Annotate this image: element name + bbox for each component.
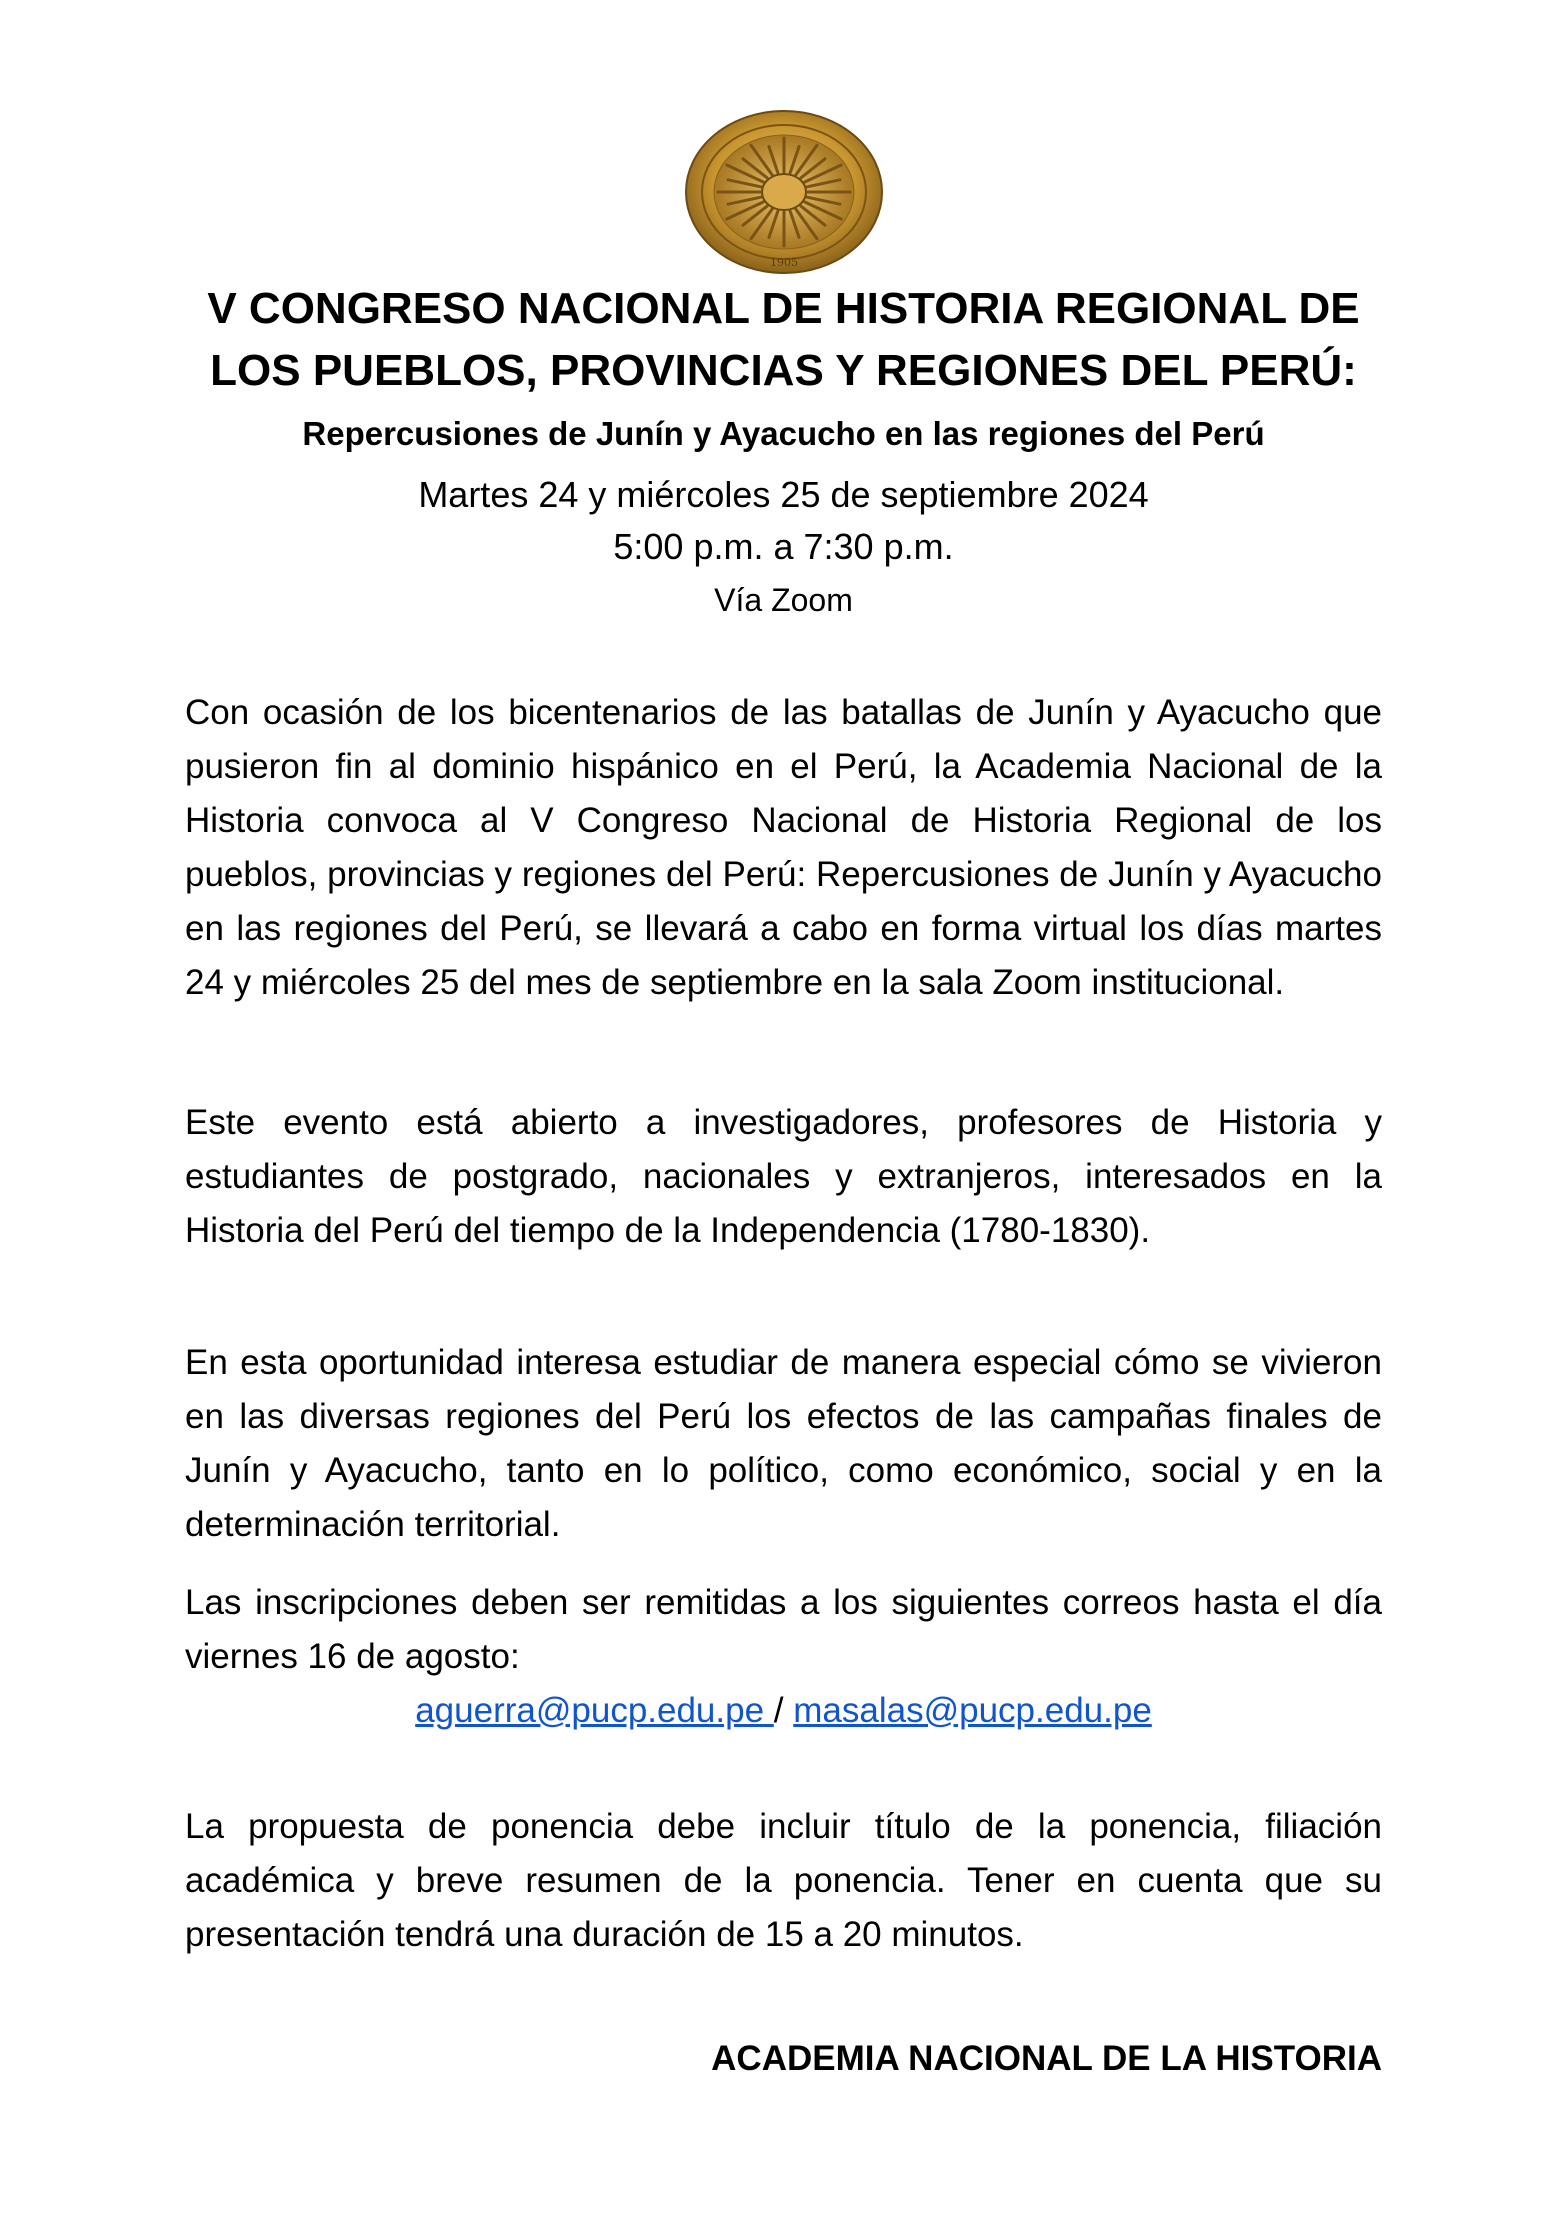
sun-seal-icon <box>684 110 884 275</box>
event-dates: Martes 24 y miércoles 25 de septiembre 2024 <box>418 474 1149 515</box>
paragraph-audience: Este evento está abierto a investigadores, profesores de Historia y estudiantes de postgrado, nacionales y extranjeros, interesados en la Historia del Perú del tiempo de la Independencia (1780-1830). <box>185 1103 1382 1250</box>
seal-year: 1905 <box>770 256 798 269</box>
title-line-2: LOS PUEBLOS, PROVINCIAS Y REGIONES DEL PERÚ: <box>210 346 1357 395</box>
paragraph-proposal: La propuesta de ponencia debe incluir título de la ponencia, filiación académica y breve resumen de la ponencia. Tener en cuenta que su presentación tendrá una duración de 15 a 20 minutos. <box>185 1807 1382 1954</box>
contact-emails <box>185 1684 1382 1738</box>
academy-seal <box>684 110 884 275</box>
paragraph-introduction: Con ocasión de los bicentenarios de las batallas de Junín y Ayacucho que pusieron fin al dominio hispánico en el Perú, la Academia Nacional de la Historia convoca al V Congreso Nacional de Historia Regional de los pueblos, provincias y regiones del Perú: Repercusiones de Junín y Ayacucho en las regiones del Perú, se llevará a cabo en forma virtual los días martes 24 y miércoles 25 del mes de septiembre en la sala Zoom institucional. <box>185 693 1382 1002</box>
congress-title <box>150 278 1417 402</box>
event-hours: 5:00 p.m. a 7:30 p.m. <box>613 526 954 567</box>
email-link-aguerra[interactable]: aguerra@pucp.edu.pe <box>415 1691 774 1730</box>
congress-subtitle: Repercusiones de Junín y Ayacucho en las regiones del Perú <box>302 415 1265 452</box>
paragraph-focus: En esta oportunidad interesa estudiar de manera especial cómo se vivieron en las diversas regiones del Perú los efectos de las campañas finales de Junín y Ayacucho, tanto en lo político, como económico, social y en la determinación territorial. <box>185 1343 1382 1544</box>
event-venue: Vía Zoom <box>714 582 853 618</box>
title-line-1: V CONGRESO NACIONAL DE HISTORIA REGIONAL DE <box>207 284 1360 333</box>
signature: ACADEMIA NACIONAL DE LA HISTORIA <box>711 2039 1382 2078</box>
paragraph-registration: Las inscripciones deben ser remitidas a los siguientes correos hasta el día viernes 16 de agosto: <box>185 1583 1382 1676</box>
email-link-masalas[interactable]: masalas@pucp.edu.pe <box>793 1691 1152 1730</box>
email-separator: / <box>773 1691 784 1730</box>
